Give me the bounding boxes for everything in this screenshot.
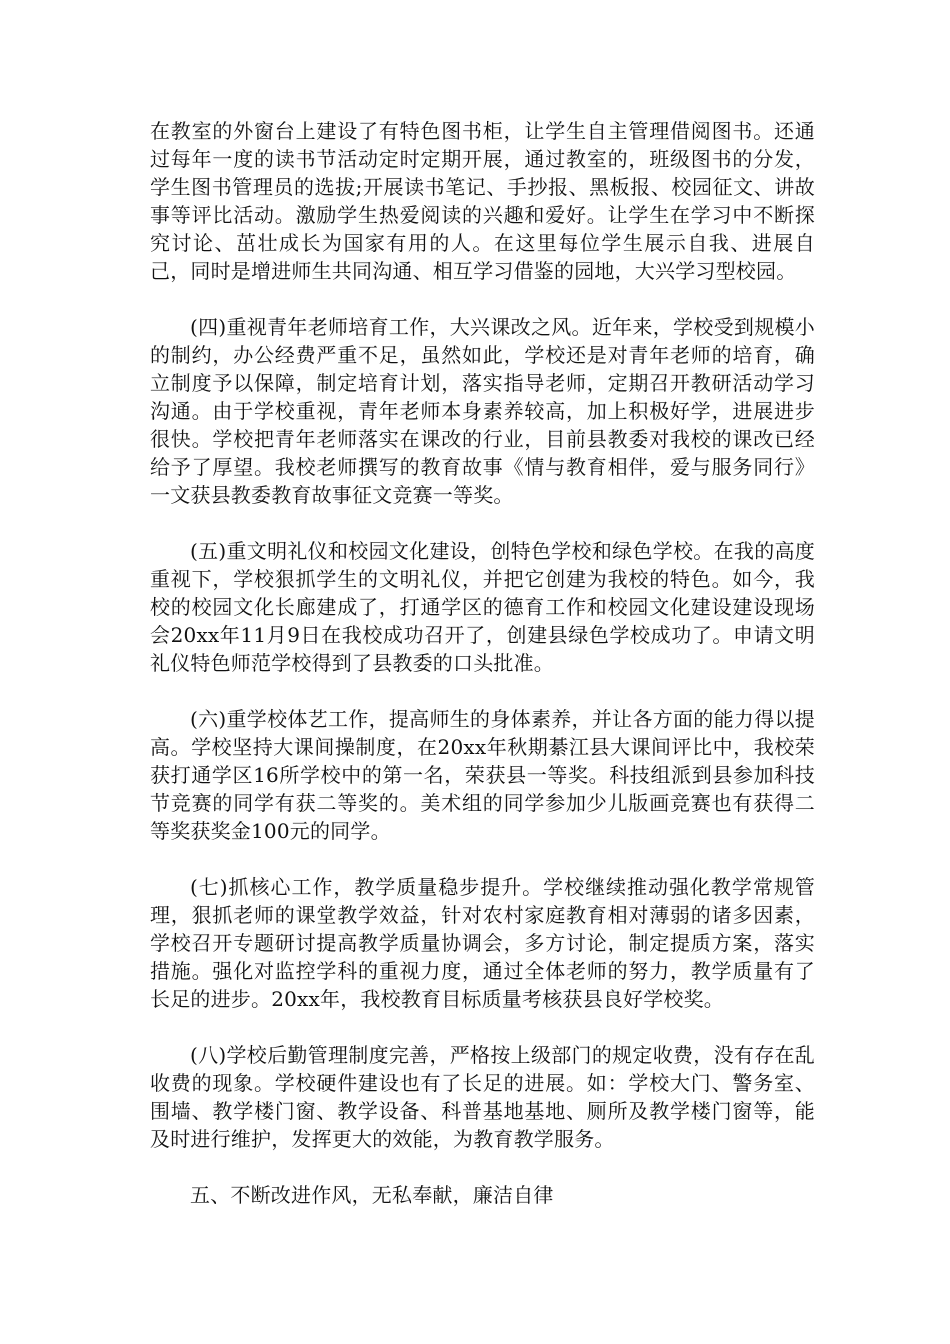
paragraph-young-teachers: (四)重视青年老师培育工作，大兴课改之风。近年来，学校受到规模小的制约，办公经费严重不足，虽然如此，学校还是对青年老师的培育，确立制度予以保障，制定培育计划，落实指导老师，定期召开教研活动学习沟通。由于学校重视，青年老师本身素养较高，加上积极好学，进展进步很快。学校把青年老师落实在课改的行业，目前县教委对我校的课改已经给予了厚望。我校老师撰写的教育故事《情与教育相伴，爱与服务同行》一文获县教委教育故事征文竞赛一等奖。 <box>150 315 815 507</box>
paragraph-reading-activities: 在教室的外窗台上建设了有特色图书柜，让学生自主管理借阅图书。还通过每年一度的读书节活动定时定期开展，通过教室的，班级图书的分发，学生图书管理员的选拔;开展读书笔记、手抄报、黑板报、校园征文、讲故事等评比活动。激励学生热爱阅读的兴趣和爱好。让学生在学习中不断探究讨论、茁壮成长为国家有用的人。在这里每位学生展示自我、进展自己，同时是增进师生共同沟通、相互学习借鉴的园地，大兴学习型校园。 <box>150 119 815 283</box>
paragraph-sports-arts: (六)重学校体艺工作，提高师生的身体素养，并让各方面的能力得以提高。学校坚持大课间操制度，在20xx年秋期綦江县大课间评比中，我校荣获打通学区16所学校中的第一名，荣获县一等奖。科技组派到县参加科技节竞赛的同学有获二等奖的。美术组的同学参加少儿版画竞赛也有获得二等奖获奖金100元的同学。 <box>150 707 815 843</box>
paragraph-campus-culture: (五)重文明礼仪和校园文化建设，创特色学校和绿色学校。在我的高度重视下，学校狠抓学生的文明礼仪，并把它创建为我校的特色。如今，我校的校园文化长廊建成了，打通学区的德育工作和校园文化建设建设现场会20xx年11月9日在我校成功召开了，创建县绿色学校成功了。申请文明礼仪特色师范学校得到了县教委的口头批准。 <box>150 539 815 675</box>
document-page <box>150 117 815 1209</box>
paragraph-logistics: (八)学校后勤管理制度完善，严格按上级部门的规定收费，没有存在乱收费的现象。学校硬件建设也有了长足的进展。如：学校大门、警务室、围墙、教学楼门窗、教学设备、科普基地基地、厕所及教学楼门窗等，能及时进行维护，发挥更大的效能，为教育教学服务。 <box>150 1043 815 1151</box>
paragraph-teaching-quality: (七)抓核心工作，教学质量稳步提升。学校继续推动强化教学常规管理，狠抓老师的课堂教学效益，针对农村家庭教育相对薄弱的诸多因素，学校召开专题研讨提高教学质量协调会，多方讨论，制定提质方案，落实措施。强化对监控学科的重视力度，通过全体老师的努力，教学质量有了长足的进步。20xx年，我校教育目标质量考核获县良好学校奖。 <box>150 875 815 1011</box>
section-heading: 五、不断改进作风，无私奉献，廉洁自律 <box>190 1183 554 1207</box>
